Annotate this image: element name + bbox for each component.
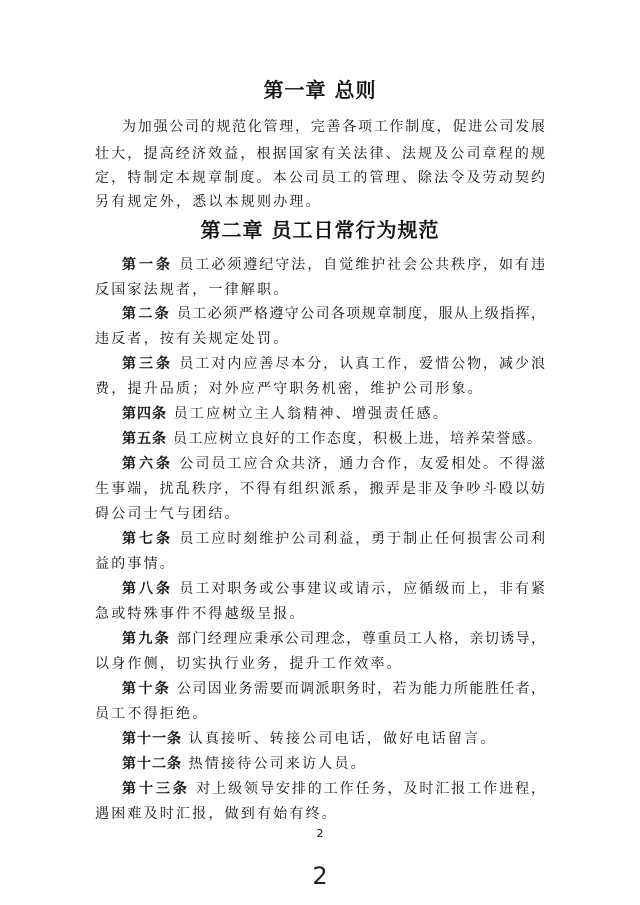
article-5-label: 第五条 bbox=[122, 431, 167, 447]
article-3-text: 员工对内应善尽本分，认真工作，爱惜公物，减少浪 bbox=[179, 356, 546, 372]
article-1-line-1 bbox=[122, 256, 545, 274]
article-6-line-1 bbox=[122, 455, 545, 473]
article-4-line-1 bbox=[122, 405, 545, 423]
article-8-text: 员工对职务或公事建议或请示，应循级而上，非有紧 bbox=[179, 581, 546, 597]
article-12-text: 热情接待公司来访人员。 bbox=[188, 756, 367, 772]
article-2-text: 员工必须严格遵守公司各项规章制度，服从上级指挥， bbox=[177, 306, 545, 322]
chapter-1-line-1: 为加强公司的规范化管理，完善各项工作制度，促进公司发展 bbox=[122, 119, 545, 135]
article-9-line-1 bbox=[122, 630, 545, 648]
article-10-text: 公司因业务需要而调派职务时，若为能力所能胜任者， bbox=[177, 681, 545, 697]
article-3-label: 第三条 bbox=[122, 356, 173, 372]
article-7-line-1 bbox=[122, 530, 545, 548]
article-10-line-2: 员工不得拒绝。 bbox=[95, 706, 209, 722]
article-11-label: 第十一条 bbox=[122, 731, 182, 747]
article-11-line-1 bbox=[122, 730, 545, 748]
chapter-1-line-3: 定，特制定本规章制度。本公司员工的管理、除法令及劳动契约 bbox=[95, 170, 545, 186]
article-4-label: 第四条 bbox=[122, 406, 167, 422]
article-10-line-1 bbox=[122, 680, 545, 698]
article-2-line-2: 违反者，按有关规定处罚。 bbox=[95, 331, 290, 347]
article-12-label: 第十二条 bbox=[122, 756, 182, 772]
article-8-line-1 bbox=[122, 580, 545, 598]
page-number-large: 2 bbox=[312, 862, 328, 890]
article-11-text: 认真接听、转接公司电话，做好电话留言。 bbox=[188, 731, 497, 747]
article-6-label: 第六条 bbox=[122, 456, 173, 472]
article-7-line-2: 益的事情。 bbox=[95, 556, 176, 572]
article-5-text: 员工应树立良好的工作态度，积极上进，培养荣誉感。 bbox=[172, 431, 543, 447]
article-3-line-1 bbox=[122, 355, 545, 373]
article-10-label: 第十条 bbox=[122, 681, 172, 697]
chapter-1-line-2: 壮大，提高经济效益，根据国家有关法律、法规及公司章程的规 bbox=[95, 146, 545, 162]
article-3-line-2: 费，提升品质；对外应严守职务机密，维护公司形象。 bbox=[95, 381, 484, 397]
article-9-text: 部门经理应秉承公司理念，尊重员工人格，亲切诱导， bbox=[177, 631, 545, 647]
article-7-text: 员工应时刻维护公司利益，勇于制止任何损害公司利 bbox=[179, 531, 546, 547]
page-number-small: 2 bbox=[316, 827, 324, 840]
article-9-line-2: 以身作侧，切实执行业务，提升工作效率。 bbox=[95, 656, 403, 672]
article-8-line-2: 急或特殊事件不得越级呈报。 bbox=[95, 606, 306, 622]
article-5-line-1 bbox=[122, 430, 545, 448]
article-7-label: 第七条 bbox=[122, 531, 173, 547]
article-1-text: 员工必须遵纪守法，自觉维护社会公共秩序，如有违 bbox=[179, 257, 546, 273]
article-6-line-2: 生事端，扰乱秩序，不得有组织派系，搬弄是非及争吵斗殴以妨 bbox=[95, 481, 545, 497]
article-2-label: 第二条 bbox=[122, 306, 172, 322]
article-1-label: 第一条 bbox=[122, 257, 173, 273]
chapter-1-title: 第一章 总则 bbox=[263, 78, 377, 102]
chapter-2-title: 第二章 员工日常行为规范 bbox=[200, 218, 440, 242]
article-2-line-1 bbox=[122, 305, 545, 323]
article-13-text: 对上级领导安排的工作任务，及时汇报工作进程， bbox=[196, 781, 546, 797]
article-12-line-1 bbox=[122, 755, 545, 773]
article-6-line-3: 碍公司士气与团结。 bbox=[95, 506, 241, 522]
article-8-label: 第八条 bbox=[122, 581, 173, 597]
chapter-1-line-4: 另有规定外，悉以本规则办理。 bbox=[95, 194, 322, 210]
article-13-line-1 bbox=[122, 780, 545, 798]
article-13-line-2: 遇困难及时汇报，做到有始有终。 bbox=[95, 806, 338, 822]
article-6-text: 公司员工应合众共济，通力合作，友爱相处。不得滋 bbox=[179, 456, 546, 472]
article-1-line-2: 反国家法规者，一律解职。 bbox=[95, 282, 290, 298]
article-13-label: 第十三条 bbox=[122, 781, 190, 797]
article-4-text: 员工应树立主人翁精神、增强责任感。 bbox=[173, 406, 450, 422]
article-9-label: 第九条 bbox=[122, 631, 172, 647]
